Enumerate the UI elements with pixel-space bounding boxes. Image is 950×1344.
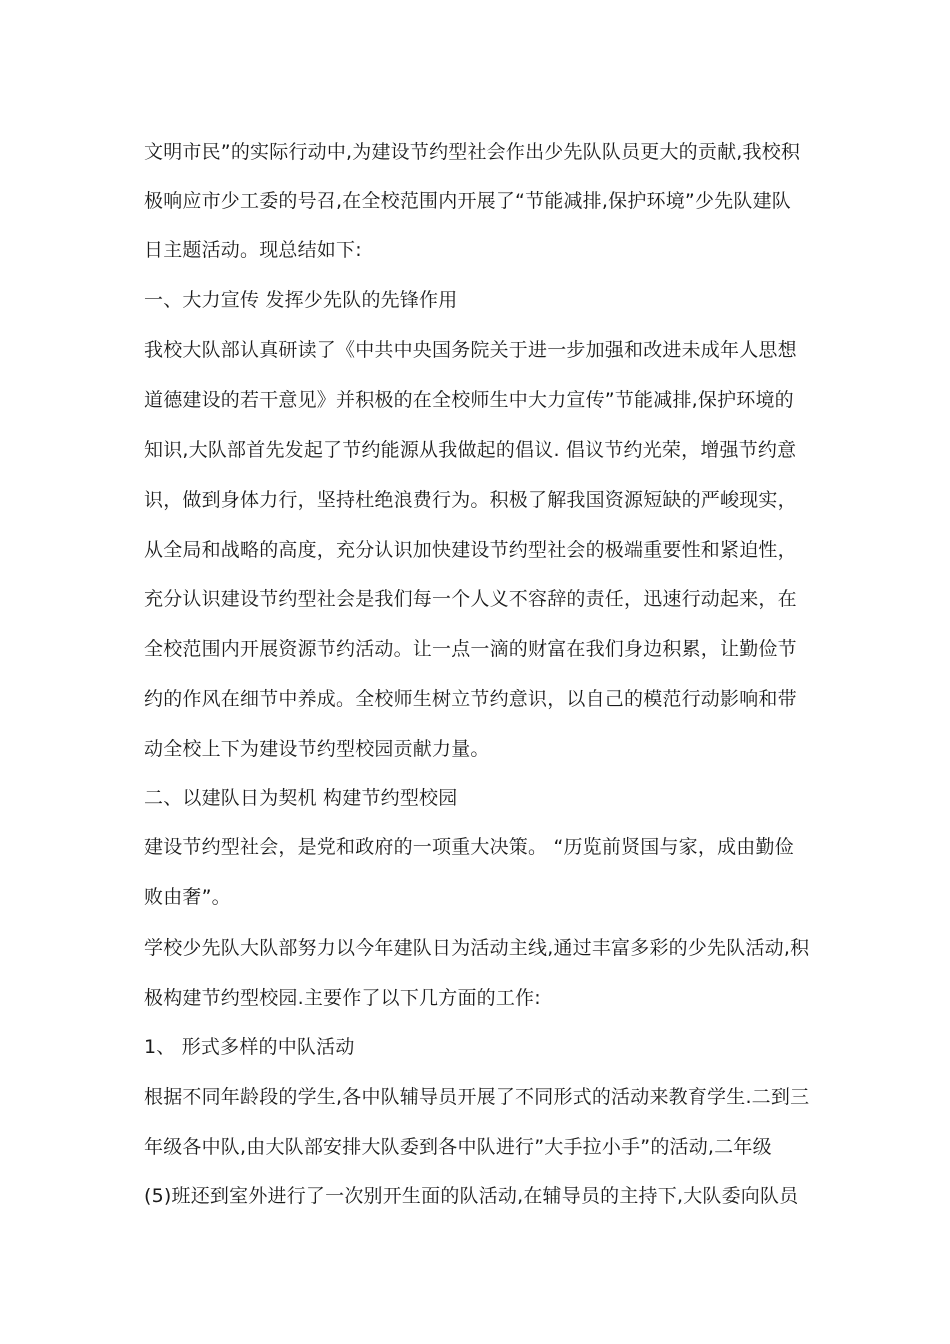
text-line: 约的作风在细节中养成。全校师生树立节约意识，以自己的模范行动影响和带	[144, 688, 797, 710]
text-line: 年级各中队,由大队部安排大队委到各中队进行”大手拉小手”的活动,二年级	[144, 1136, 772, 1158]
text-line: 文明市民”的实际行动中,为建设节约型社会作出少先队队员更大的贡献,我校积	[144, 141, 801, 163]
text-line: 极响应市少工委的号召,在全校范围内开展了“节能减排,保护环境”少先队建队	[144, 190, 791, 212]
section-heading: 一、大力宣传 发挥少先队的先锋作用	[144, 289, 458, 311]
text-line: 从全局和战略的高度，充分认识加快建设节约型社会的极端重要性和紧迫性，	[144, 539, 797, 561]
text-line: 全校范围内开展资源节约活动。让一点一滴的财富在我们身边积累，让勤俭节	[144, 638, 797, 660]
text-line: 充分认识建设节约型社会是我们每一个人义不容辞的责任，迅速行动起来，在	[144, 588, 797, 610]
text-line: 败由奢”。	[144, 886, 231, 908]
text-line: 我校大队部认真研读了《中共中央国务院关于进一步加强和改进未成年人思想	[144, 339, 797, 361]
text-line: (5)班还到室外进行了一次别开生面的队活动,在辅导员的主持下,大队委向队员	[144, 1185, 799, 1207]
text-line: 识，做到身体力行，坚持杜绝浪费行为。积极了解我国资源短缺的严峻现实，	[144, 489, 797, 511]
text-line: 知识,大队部首先发起了节约能源从我做起的倡议. 倡议节约光荣，增强节约意	[144, 439, 797, 461]
text-line: 日主题活动。现总结如下:	[144, 239, 362, 261]
text-line: 极构建节约型校园.主要作了以下几方面的工作:	[144, 987, 541, 1009]
text-line: 根据不同年龄段的学生,各中队辅导员开展了不同形式的活动来教育学生.二到三	[144, 1086, 810, 1108]
text-line: 道德建设的若干意见》并积极的在全校师生中大力宣传”节能减排,保护环境的	[144, 389, 794, 411]
subsection-heading: 1、 形式多样的中队活动	[144, 1036, 355, 1058]
text-line: 学校少先队大队部努力以今年建队日为活动主线,通过丰富多彩的少先队活动,积	[144, 937, 810, 959]
section-heading: 二、以建队日为契机 构建节约型校园	[144, 787, 458, 809]
text-line: 动全校上下为建设节约型校园贡献力量。	[144, 738, 490, 760]
text-line: 建设节约型社会，是党和政府的一项重大决策。 “历览前贤国与家，成由勤俭	[144, 836, 794, 858]
